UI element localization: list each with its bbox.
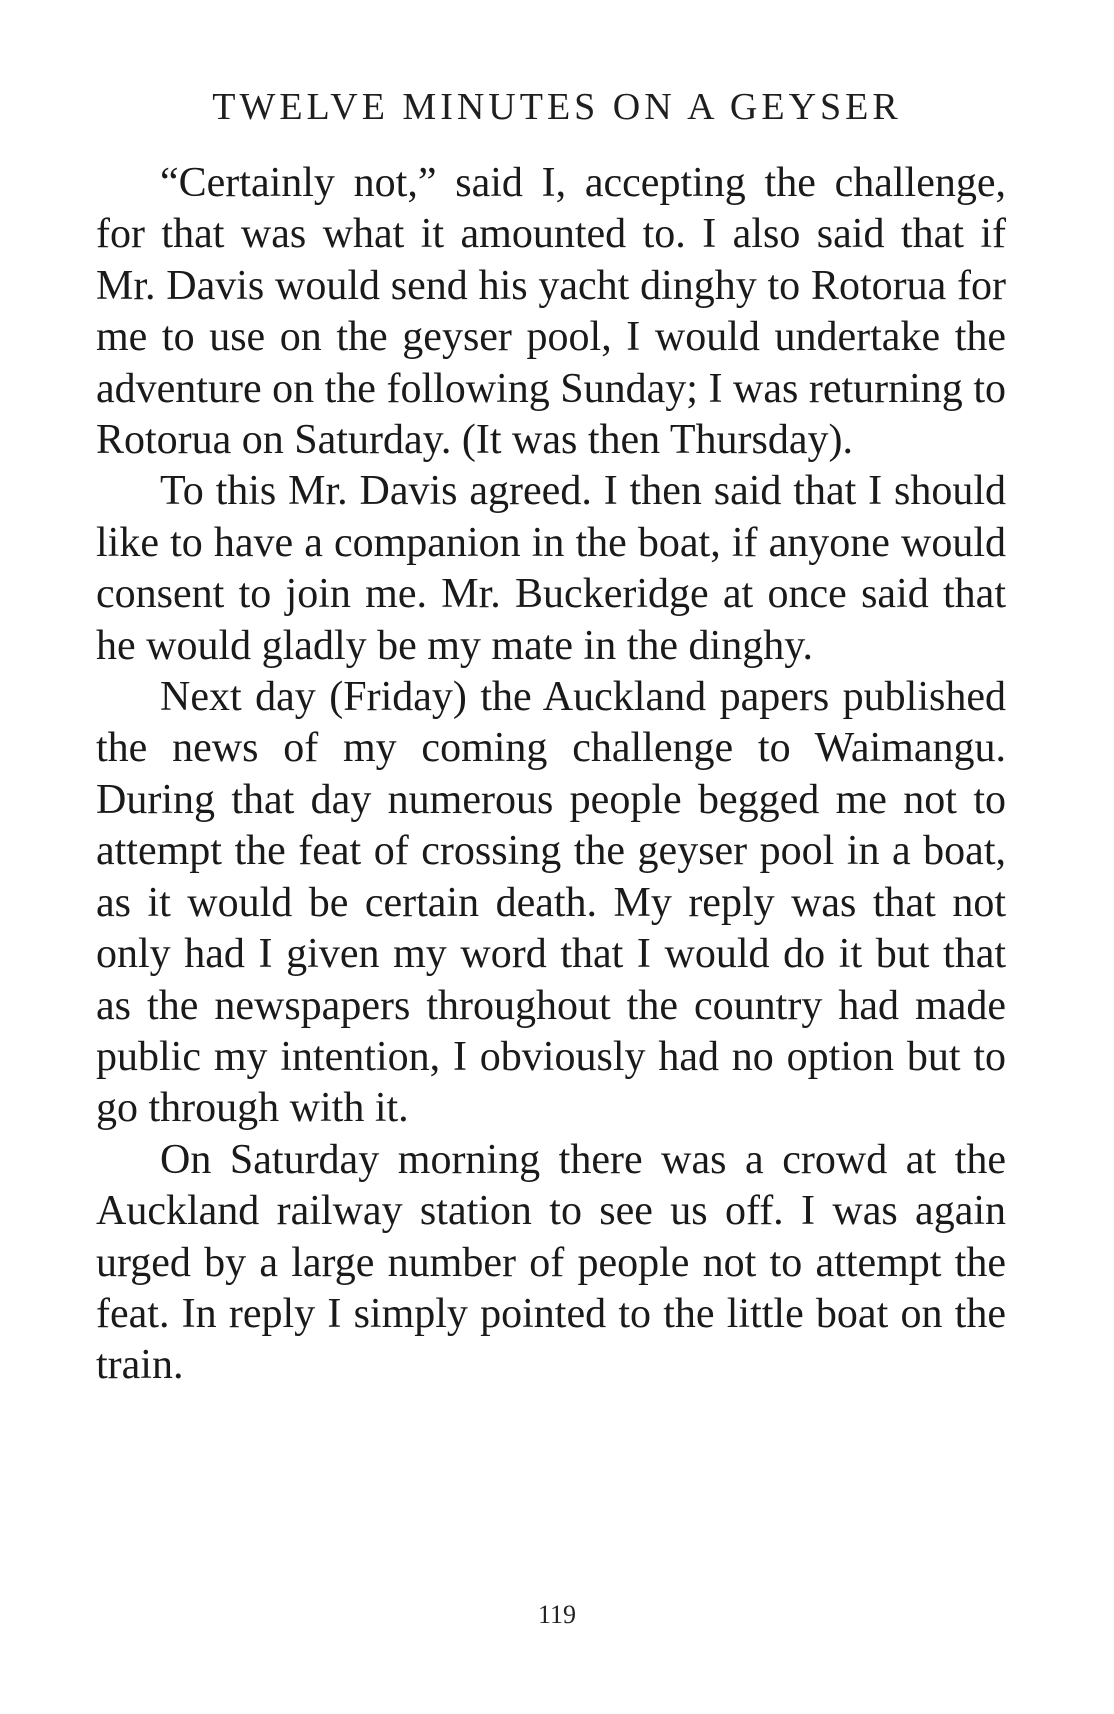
paragraph-1: “Certainly not,” said I, accepting the challenge, for that was what it amounted to. I also said that if Mr. Davis would send his yacht dinghy to Rotorua for me to use on the geyser pool, I would undertake the adventure on the following Sunday; I was returning to Rotorua on Saturday. (It was then Thursday).	[96, 160, 1006, 464]
paragraph-3: Next day (Friday) the Auckland papers published the news of my coming challenge to Waimangu. During that day numerous people begged me not to attempt the feat of crossing the geyser pool in a boat, as it would be certain death. My reply was that not only had I given my word that I would do it but that as the newspapers throughout the country had made public my intention, I obviously had no option but to go through with it.	[96, 674, 1006, 1132]
body-text	[96, 158, 1006, 1392]
paragraph-2: To this Mr. Davis agreed. I then said that I should like to have a companion in the boat, if anyone would consent to join me. Mr. Buckeridge at once said that he would gladly be my mate in the dinghy.	[96, 468, 1006, 669]
running-head: TWELVE MINUTES ON A GEYSER	[212, 86, 902, 128]
paragraph-4: On Saturday morning there was a crowd at the Auckland railway station to see us off. I was again urged by a large number of people not to attempt the feat. In reply I simply pointed to the little boat on the train.	[96, 1136, 1006, 1389]
page-number: 119	[537, 1600, 577, 1629]
